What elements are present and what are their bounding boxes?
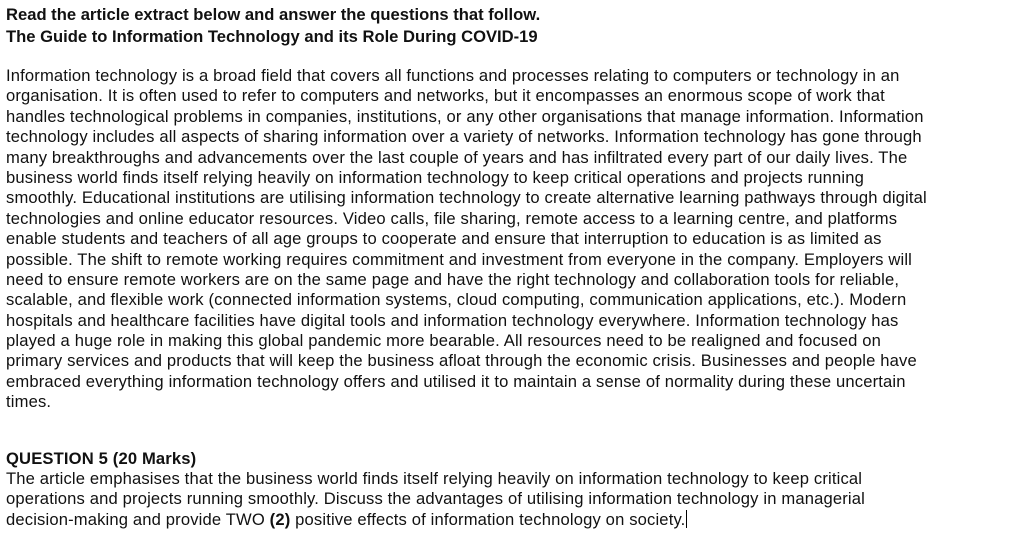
article-line: enable students and teachers of all age groups to cooperate and ensure that interruption to education is as limited as: [6, 229, 882, 249]
text-cursor: [686, 510, 687, 528]
article-line: embraced everything information technology offers and utilised it to maintain a sense of normality during these uncertain: [6, 371, 906, 391]
question-text: decision-making and provide TWO: [6, 509, 270, 529]
article-line: times.: [6, 392, 52, 412]
question-text: positive effects of information technology on society.: [290, 509, 686, 529]
question-count: (2): [269, 509, 291, 529]
question-heading: QUESTION 5 (20 Marks): [6, 448, 197, 468]
article-body: [6, 66, 927, 413]
article-line: hospitals and healthcare facilities have digital tools and information technology everywhere. Information technology has: [6, 310, 899, 330]
document-page[interactable]: [6, 4, 927, 530]
article-line: need to ensure remote workers are on the same page and have the right technology and collaboration tools for reliable,: [6, 269, 900, 289]
article-line: scalable, and flexible work (connected information systems, cloud computing, communication applications, etc.). Modern: [6, 290, 907, 310]
article-line: business world finds itself relying heavily on information technology to keep critical operations and projects running: [6, 167, 864, 187]
instruction-heading: Read the article extract below and answer the questions that follow.: [6, 5, 541, 24]
article-title: The Guide to Information Technology and its Role During COVID-19: [6, 26, 538, 46]
article-line: many breakthroughs and advancements over the last couple of years and has infiltrated every part of our daily lives. The: [6, 147, 908, 167]
question-text-line: [6, 510, 927, 530]
article-line: technology includes all aspects of sharing information over a variety of networks. Information technology has gone through: [6, 127, 922, 147]
article-line: primary services and products that will keep the business afloat through the economic crisis. Businesses and people have: [6, 351, 917, 371]
article-line: possible. The shift to remote working requires commitment and investment from everyone in the company. Employers will: [6, 249, 912, 269]
article-line: played a huge role in making this global pandemic more bearable. All resources need to be realigned and focused on: [6, 331, 881, 351]
article-line: handles technological problems in companies, institutions, or any other organisations that manage information. Information: [6, 106, 924, 126]
article-line: Information technology is a broad field that covers all functions and processes relating to computers or technology in an: [6, 66, 900, 85]
question-text-line: operations and projects running smoothly. Discuss the advantages of utilising information technology in managerial: [6, 489, 865, 509]
article-line: smoothly. Educational institutions are utilising information technology to create alternative learning pathways through digital: [6, 188, 927, 208]
spacer: [6, 47, 927, 66]
article-line: technologies and online educator resources. Video calls, file sharing, remote access to a learning centre, and platforms: [6, 208, 898, 228]
spacer: [6, 413, 927, 449]
question-text-line: The article emphasises that the business world finds itself relying heavily on information technology to keep critical: [6, 469, 863, 489]
article-line: organisation. It is often used to refer to computers and networks, but it encompasses an enormous scope of work that: [6, 86, 885, 106]
